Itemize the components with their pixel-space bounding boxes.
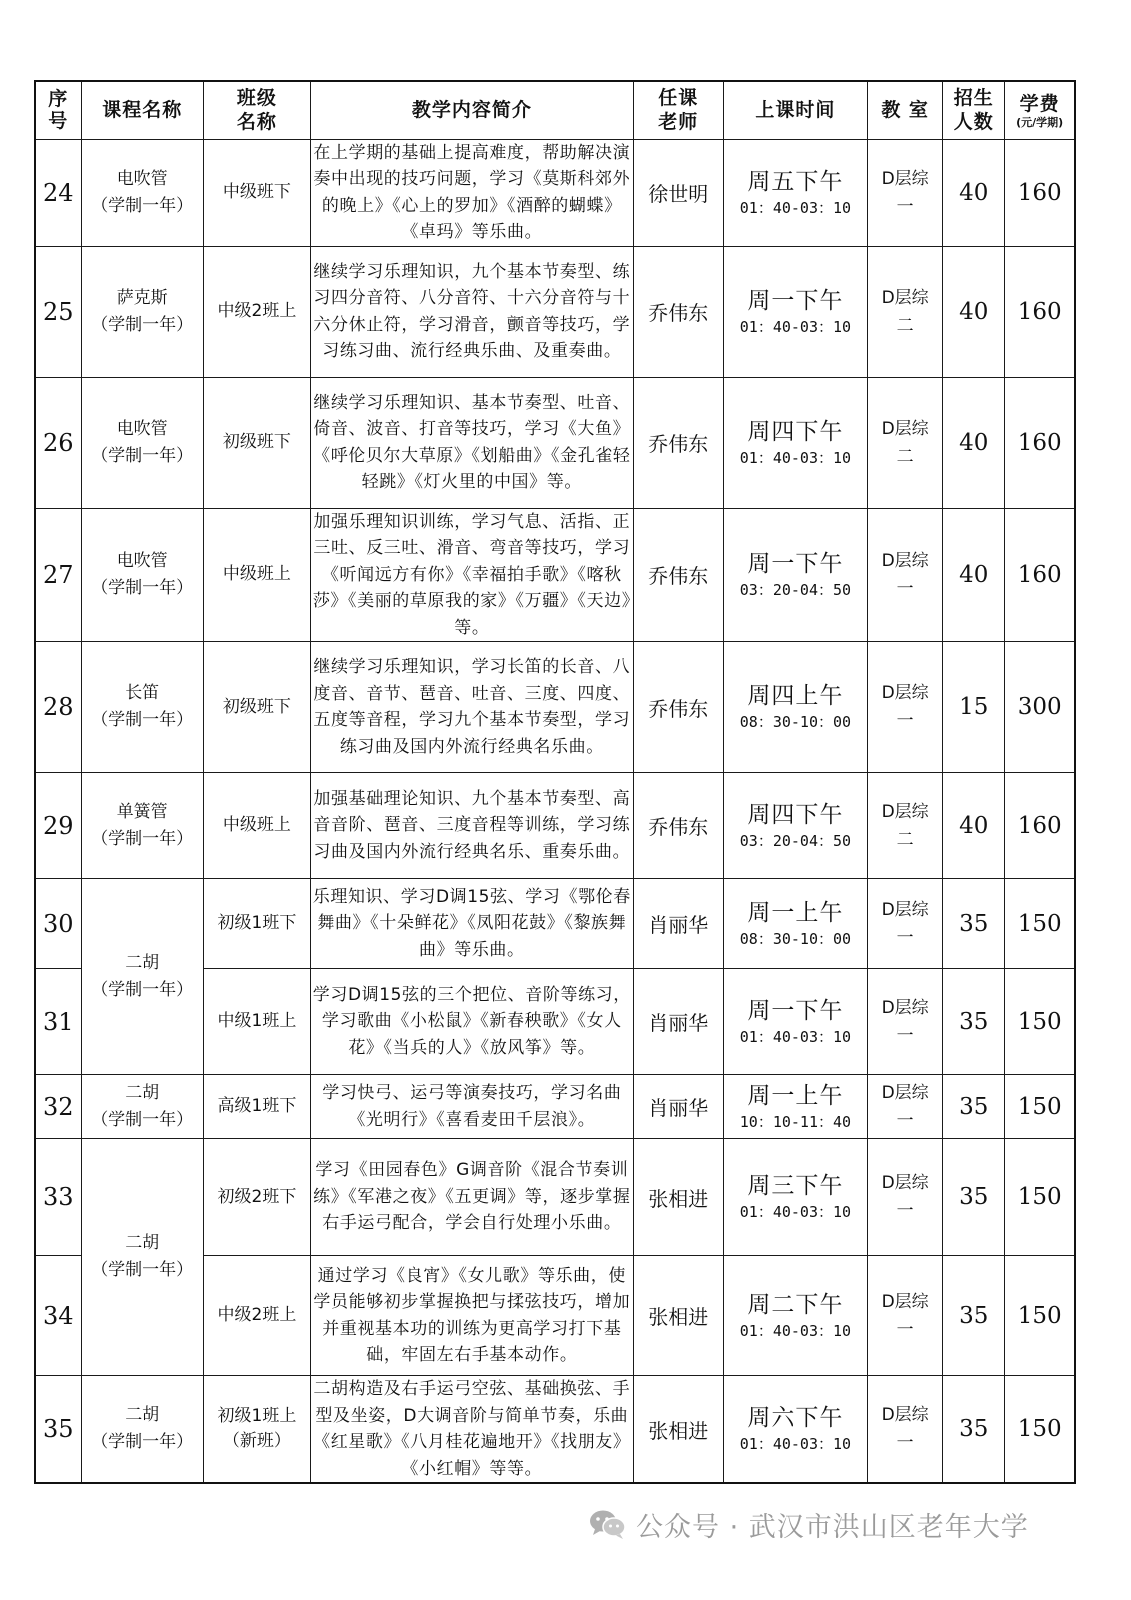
time-hours: 01：40-03：10 <box>739 1027 852 1046</box>
row-content: 二胡构造及右手运弓空弦、基础换弦、手型及坐姿，D大调音阶与简单节奏，乐曲《红星歌》《八月桂花遍地开》《找朋友》《小红帽》等等。 <box>311 1376 634 1484</box>
row-fee: 160 <box>1005 508 1075 642</box>
footer-text: 公众号 · 武汉市洪山区老年大学 <box>636 1511 1029 1543</box>
row-class: 中级班上 <box>203 508 310 642</box>
row-fee: 160 <box>1005 377 1075 508</box>
row-fee: 160 <box>1005 246 1075 377</box>
row-time <box>723 879 867 969</box>
room-building: D层综 <box>881 801 929 822</box>
course-name: 电吹管 <box>116 550 168 571</box>
row-time <box>723 139 867 246</box>
row-quota: 40 <box>943 139 1005 246</box>
row-seq: 30 <box>35 879 81 969</box>
header-room: 教 室 <box>868 81 943 139</box>
row-course <box>81 879 203 1075</box>
row-seq: 25 <box>35 246 81 377</box>
room-building: D层综 <box>881 683 929 703</box>
class-name: 初级1班上 <box>217 1406 297 1426</box>
course-name: 二胡 <box>125 1405 160 1425</box>
room-building: D层综 <box>881 1082 929 1103</box>
row-room <box>868 879 943 969</box>
header-time: 上课时间 <box>723 81 867 139</box>
row-fee: 150 <box>1005 1139 1075 1256</box>
room-number: 一 <box>896 578 914 599</box>
row-time <box>723 377 867 508</box>
course-duration: （学制一年） <box>91 710 194 730</box>
time-day: 周五下午 <box>747 168 844 195</box>
header-content: 教学内容简介 <box>311 81 634 139</box>
course-duration: （学制一年） <box>91 1109 194 1130</box>
row-fee: 150 <box>1005 879 1075 969</box>
row-seq: 26 <box>35 377 81 508</box>
header-quota: 招生人数 <box>943 81 1005 139</box>
course-name: 电吹管 <box>116 418 168 439</box>
room-number: 一 <box>896 1025 914 1046</box>
row-course <box>81 246 203 377</box>
row-course <box>81 1376 203 1484</box>
time-day: 周四下午 <box>747 801 844 828</box>
table-row <box>35 1376 1075 1484</box>
row-time <box>723 1075 867 1139</box>
time-hours: 10：10-11：40 <box>739 1112 852 1131</box>
row-time <box>723 642 867 773</box>
room-building: D层综 <box>881 1291 929 1312</box>
row-content: 学习快弓、运弓等演奏技巧，学习名曲《光明行》《喜看麦田千层浪》。 <box>311 1075 634 1139</box>
room-number: 一 <box>896 711 914 731</box>
time-day: 周一下午 <box>747 287 844 314</box>
row-quota: 40 <box>943 508 1005 642</box>
row-content: 学习D调15弦的三个把位、音阶等练习，学习歌曲《小松鼠》《新春秧歌》《女人花》《当兵的人》《放风筝》等。 <box>311 969 634 1075</box>
time-hours: 01：40-03：10 <box>739 1321 852 1340</box>
course-duration: （学制一年） <box>91 828 194 849</box>
room-number: 一 <box>896 1319 914 1340</box>
time-day: 周一上午 <box>747 899 844 926</box>
row-seq: 35 <box>35 1376 81 1484</box>
row-course <box>81 1139 203 1376</box>
table-row <box>35 1139 1075 1256</box>
room-number: 二 <box>896 315 914 336</box>
row-course <box>81 642 203 773</box>
row-teacher: 张相进 <box>633 1139 723 1256</box>
row-course <box>81 773 203 879</box>
course-duration: （学制一年） <box>91 195 194 216</box>
header-course: 课程名称 <box>81 81 203 139</box>
row-class: 中级2班上 <box>203 246 310 377</box>
time-day: 周三下午 <box>747 1173 844 1199</box>
row-fee: 160 <box>1005 773 1075 879</box>
row-seq: 29 <box>35 773 81 879</box>
row-room <box>868 773 943 879</box>
row-room <box>868 508 943 642</box>
row-content: 继续学习乐理知识、基本节奏型、吐音、倚音、波音、打音等技巧，学习《大鱼》《呼伦贝尔大草原》《划船曲》《金孔雀轻轻跳》《灯火里的中国》等。 <box>311 377 634 508</box>
course-name: 二胡 <box>125 1233 160 1253</box>
room-building: D层综 <box>881 1405 929 1425</box>
room-building: D层综 <box>881 287 929 308</box>
room-number: 一 <box>896 927 914 948</box>
row-seq: 34 <box>35 1256 81 1376</box>
table-row <box>35 642 1075 773</box>
row-room <box>868 642 943 773</box>
row-quota: 35 <box>943 1256 1005 1376</box>
row-room <box>868 1256 943 1376</box>
row-seq: 32 <box>35 1075 81 1139</box>
row-quota: 35 <box>943 969 1005 1075</box>
room-building: D层综 <box>881 168 929 189</box>
time-day: 周一下午 <box>747 550 844 577</box>
row-seq: 31 <box>35 969 81 1075</box>
course-name: 电吹管 <box>116 168 168 189</box>
row-teacher: 乔伟东 <box>633 642 723 773</box>
row-course <box>81 1075 203 1139</box>
time-day: 周六下午 <box>747 1405 844 1431</box>
row-course <box>81 508 203 642</box>
row-teacher: 肖丽华 <box>633 969 723 1075</box>
row-course <box>81 377 203 508</box>
row-quota: 35 <box>943 1075 1005 1139</box>
room-building: D层综 <box>881 997 929 1018</box>
time-hours: 03：20-04：50 <box>739 580 852 599</box>
row-teacher: 乔伟东 <box>633 508 723 642</box>
row-room <box>868 377 943 508</box>
header-fee-unit: (元/学期) <box>1016 115 1064 129</box>
header-class: 班级名称 <box>203 81 310 139</box>
row-time <box>723 969 867 1075</box>
row-class: 中级2班上 <box>203 1256 310 1376</box>
time-day: 周四下午 <box>747 418 844 445</box>
wechat-watermark <box>588 1504 1029 1544</box>
time-hours: 01：40-03：10 <box>739 1435 852 1453</box>
row-class: 初级班下 <box>203 377 310 508</box>
course-duration: （学制一年） <box>91 1432 194 1452</box>
row-teacher: 乔伟东 <box>633 246 723 377</box>
course-name: 二胡 <box>125 1082 160 1103</box>
course-duration: （学制一年） <box>91 979 194 1000</box>
course-duration: （学制一年） <box>91 445 194 466</box>
row-time <box>723 1376 867 1484</box>
row-teacher: 张相进 <box>633 1256 723 1376</box>
row-content: 继续学习乐理知识，九个基本节奏型、练习四分音符、八分音符、十六分音符与十六分休止符，学习滑音，颤音等技巧，学习练习曲、流行经典乐曲、及重奏曲。 <box>311 246 634 377</box>
class-note: （新班） <box>222 1431 291 1451</box>
time-day: 周一上午 <box>747 1082 844 1109</box>
row-class: 中级班上 <box>203 773 310 879</box>
row-quota: 35 <box>943 1376 1005 1484</box>
time-day: 周二下午 <box>747 1291 844 1318</box>
row-fee: 160 <box>1005 139 1075 246</box>
row-content: 加强基础理论知识、九个基本节奏型、高音音阶、琶音、三度音程等训练，学习练习曲及国内外流行经典名乐、重奏乐曲。 <box>311 773 634 879</box>
room-number: 一 <box>896 1433 914 1453</box>
course-duration: （学制一年） <box>91 314 194 335</box>
header-row <box>35 81 1075 139</box>
row-class: 初级2班下 <box>203 1139 310 1256</box>
time-hours: 08：30-10：00 <box>739 713 852 731</box>
row-teacher: 肖丽华 <box>633 1075 723 1139</box>
table-row <box>35 773 1075 879</box>
row-teacher: 徐世明 <box>633 139 723 246</box>
row-content: 学习《田园春色》G调音阶《混合节奏训练》《军港之夜》《五更调》等，逐步掌握右手运弓配合，学会自行处理小乐曲。 <box>311 1139 634 1256</box>
row-fee: 150 <box>1005 1256 1075 1376</box>
time-hours: 08：30-10：00 <box>739 929 852 948</box>
row-fee: 150 <box>1005 1075 1075 1139</box>
row-course <box>81 139 203 246</box>
course-name: 二胡 <box>125 952 160 973</box>
row-teacher: 乔伟东 <box>633 773 723 879</box>
row-fee: 150 <box>1005 969 1075 1075</box>
row-room <box>868 1139 943 1256</box>
table-row <box>35 879 1075 969</box>
row-content: 乐理知识、学习D调15弦、学习《鄂伦春舞曲》《十朵鲜花》《凤阳花鼓》《黎族舞曲》等乐曲。 <box>311 879 634 969</box>
row-teacher: 张相进 <box>633 1376 723 1484</box>
room-number: 二 <box>896 829 914 850</box>
row-seq: 33 <box>35 1139 81 1256</box>
row-class: 中级1班上 <box>203 969 310 1075</box>
row-room <box>868 246 943 377</box>
row-quota: 40 <box>943 377 1005 508</box>
row-time <box>723 1139 867 1256</box>
time-hours: 01：40-03：10 <box>739 198 852 217</box>
row-seq: 28 <box>35 642 81 773</box>
row-content: 通过学习《良宵》《女儿歌》等乐曲，使学员能够初步掌握换把与揉弦技巧，增加并重视基本功的训练为更高学习打下基础，牢固左右手基本动作。 <box>311 1256 634 1376</box>
table-row <box>35 508 1075 642</box>
time-day: 周一下午 <box>747 997 844 1024</box>
course-duration: （学制一年） <box>91 577 194 598</box>
room-number: 一 <box>896 1201 914 1221</box>
row-seq: 24 <box>35 139 81 246</box>
room-building: D层综 <box>881 1173 929 1193</box>
row-room <box>868 139 943 246</box>
header-fee <box>1005 81 1075 139</box>
course-name: 单簧管 <box>116 801 168 822</box>
header-fee-label: 学费 <box>1019 92 1060 115</box>
row-room <box>868 969 943 1075</box>
row-content: 在上学期的基础上提高难度，帮助解决演奏中出现的技巧问题，学习《莫斯科郊外的晚上》《心上的罗加》《酒醉的蝴蝶》《卓玛》等乐曲。 <box>311 139 634 246</box>
row-room <box>868 1376 943 1484</box>
time-hours: 01：40-03：10 <box>739 1203 852 1221</box>
row-quota: 35 <box>943 1139 1005 1256</box>
row-class: 初级1班下 <box>203 879 310 969</box>
room-number: 一 <box>896 196 914 217</box>
room-building: D层综 <box>881 899 929 920</box>
wechat-icon <box>588 1508 628 1540</box>
table-row <box>35 246 1075 377</box>
course-name: 萨克斯 <box>116 287 168 308</box>
row-quota: 15 <box>943 642 1005 773</box>
row-time <box>723 246 867 377</box>
row-class: 高级1班下 <box>203 1075 310 1139</box>
table-row <box>35 1075 1075 1139</box>
time-hours: 01：40-03：10 <box>739 448 852 467</box>
room-building: D层综 <box>881 418 929 439</box>
row-time <box>723 773 867 879</box>
room-number: 二 <box>896 446 914 467</box>
room-number: 一 <box>896 1110 914 1131</box>
row-class: 初级班下 <box>203 642 310 773</box>
row-fee: 150 <box>1005 1376 1075 1484</box>
row-content: 加强乐理知识训练，学习气息、活指、正三吐、反三吐、滑音、弯音等技巧，学习《听闻远方有你》《幸福拍手歌》《喀秋莎》《美丽的草原我的家》《万疆》《天边》等。 <box>311 508 634 642</box>
row-content: 继续学习乐理知识，学习长笛的长音、八度音、音节、琶音、吐音、三度、四度、五度等音程，学习九个基本节奏型，学习练习曲及国内外流行经典名乐曲。 <box>311 642 634 773</box>
row-quota: 40 <box>943 246 1005 377</box>
room-building: D层综 <box>881 550 929 571</box>
row-class: 中级班下 <box>203 139 310 246</box>
time-day: 周四上午 <box>747 683 844 709</box>
course-duration: （学制一年） <box>91 1260 194 1280</box>
row-quota: 35 <box>943 879 1005 969</box>
row-quota: 40 <box>943 773 1005 879</box>
course-name: 长笛 <box>125 683 160 703</box>
row-teacher: 乔伟东 <box>633 377 723 508</box>
row-room <box>868 1075 943 1139</box>
table-row <box>35 377 1075 508</box>
time-hours: 03：20-04：50 <box>739 831 852 850</box>
row-fee: 300 <box>1005 642 1075 773</box>
row-teacher: 肖丽华 <box>633 879 723 969</box>
course-schedule-table <box>34 80 1076 1484</box>
header-teacher: 任课老师 <box>633 81 723 139</box>
table-row <box>35 139 1075 246</box>
row-time <box>723 1256 867 1376</box>
row-time <box>723 508 867 642</box>
row-seq: 27 <box>35 508 81 642</box>
row-class <box>203 1376 310 1484</box>
header-seq: 序号 <box>35 81 81 139</box>
time-hours: 01：40-03：10 <box>739 317 852 336</box>
